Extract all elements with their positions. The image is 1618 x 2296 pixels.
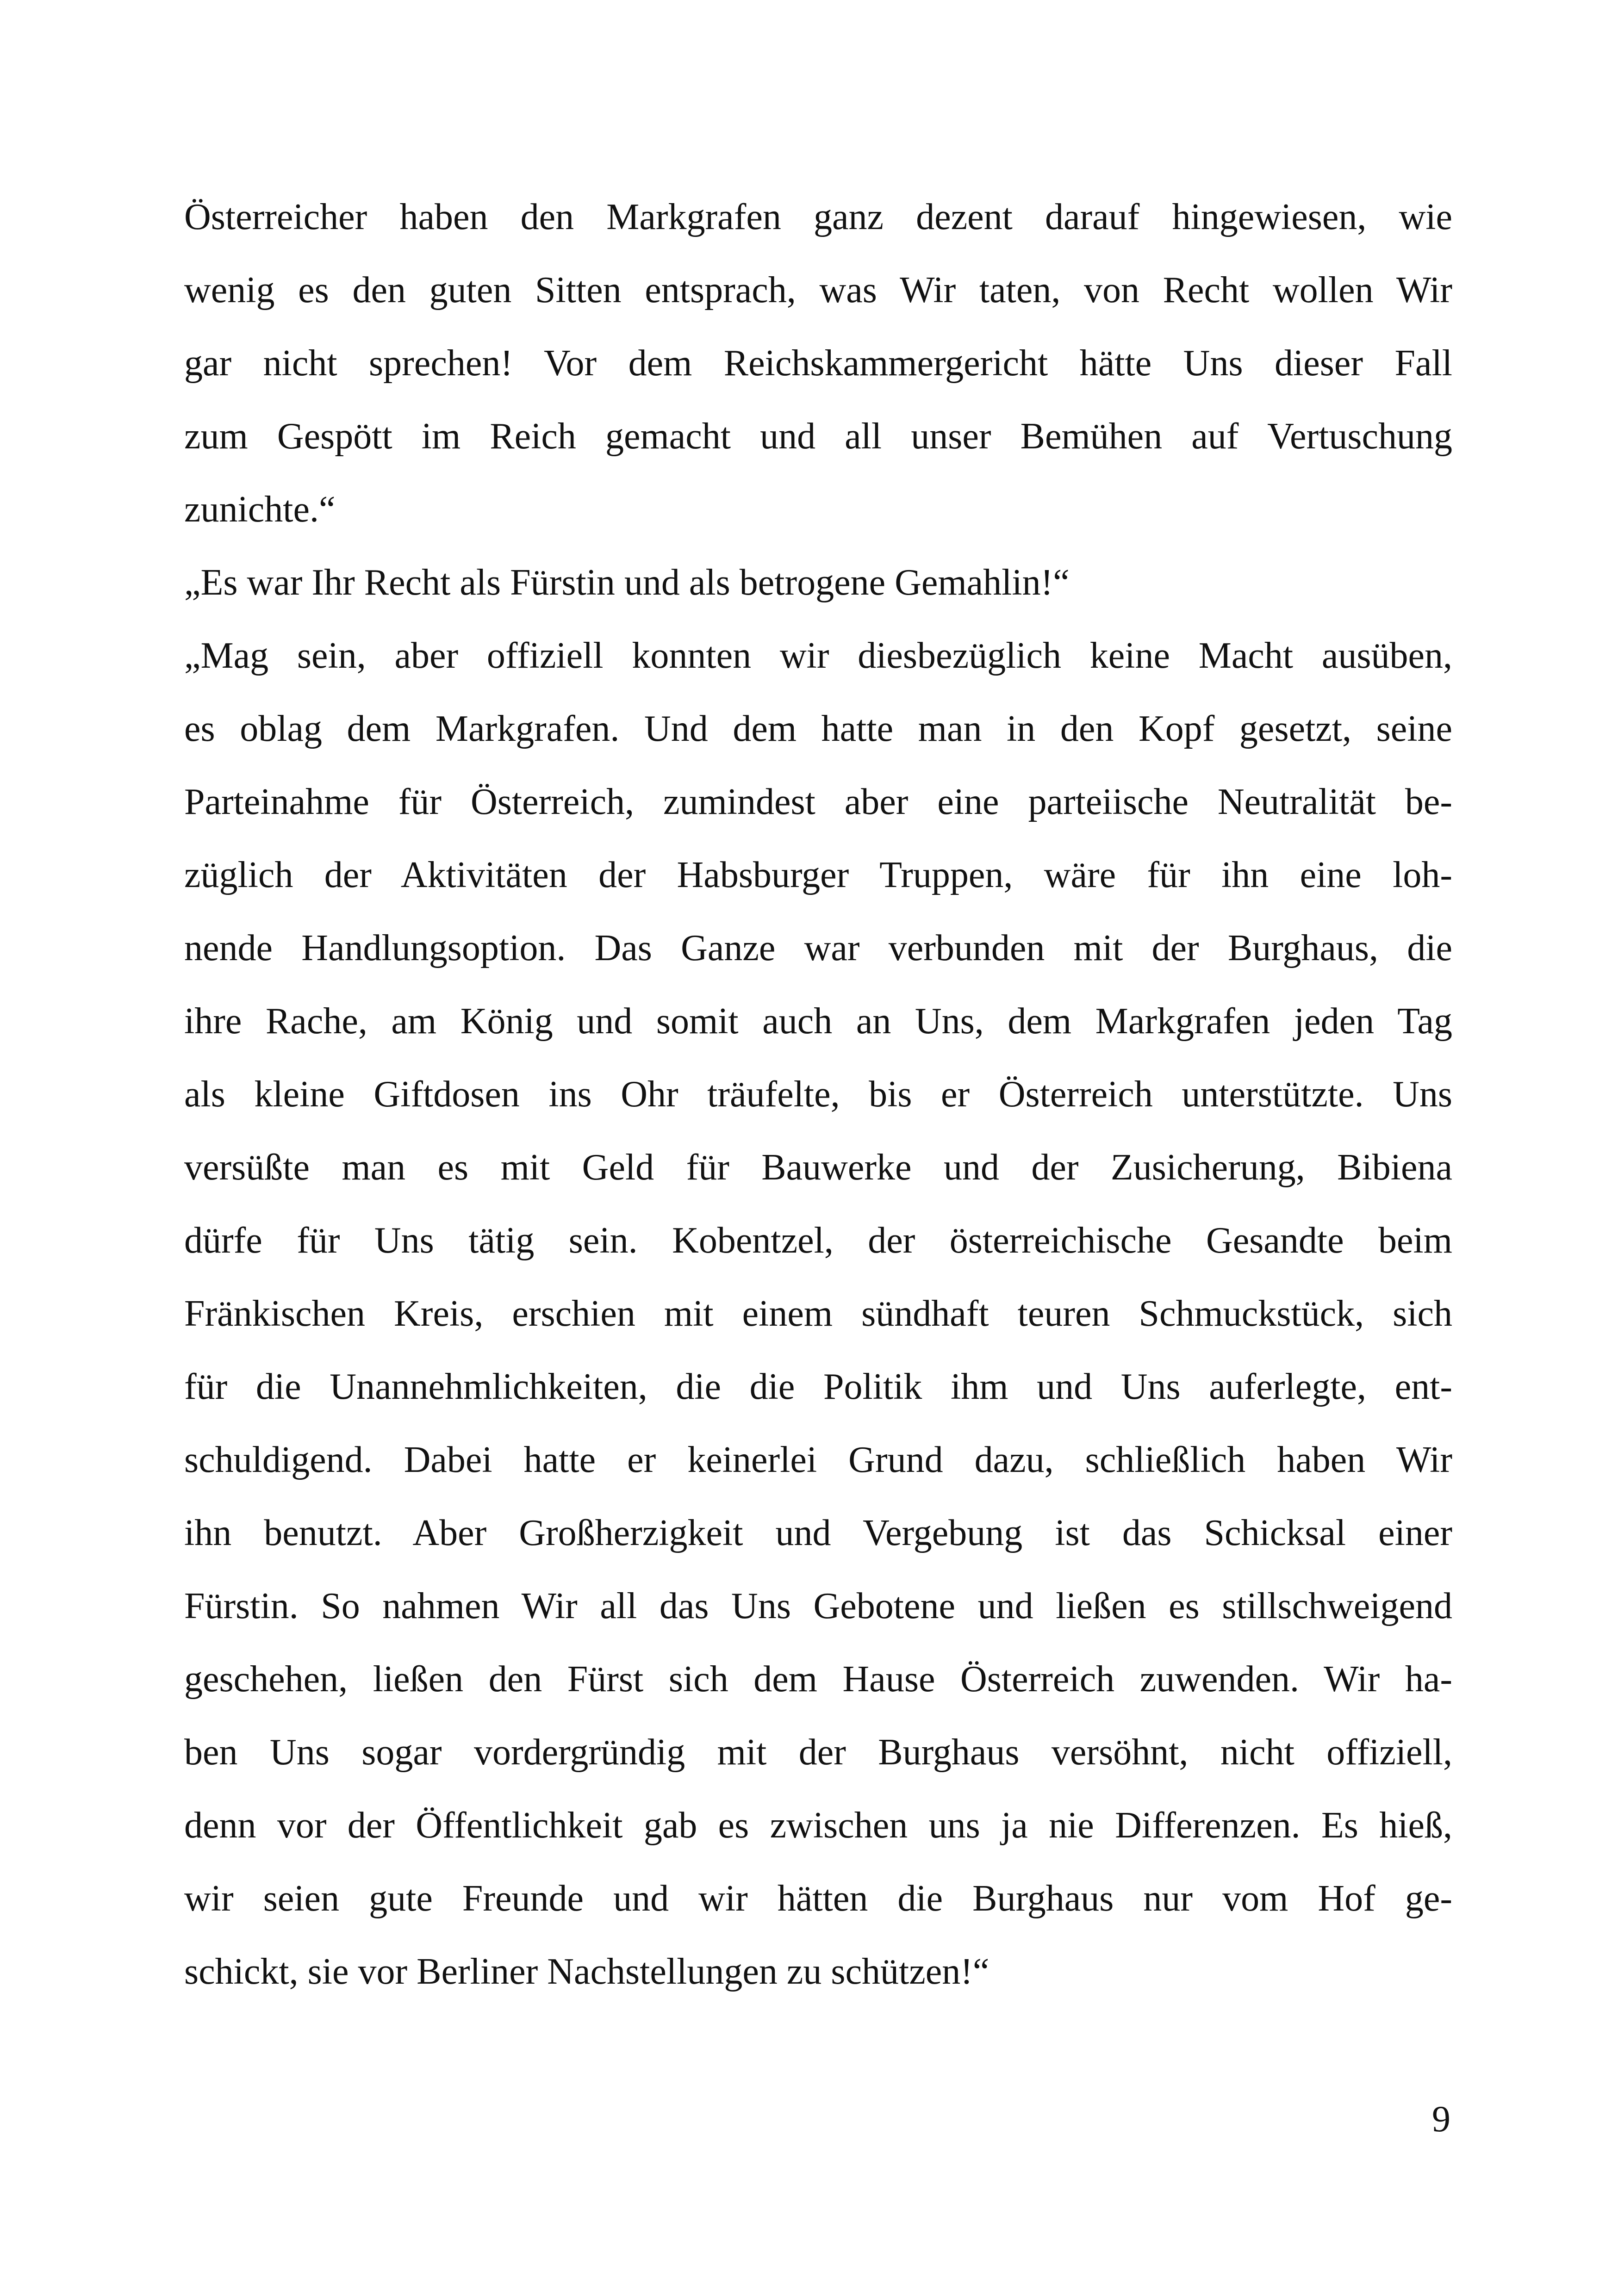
text-line: dürfe für Uns tätig sein. Kobentzel, der österreichische Gesandte beim: [184, 1220, 1452, 1261]
text-line: Fränkischen Kreis, erschien mit einem sündhaft teuren Schmuckstück, sich: [184, 1293, 1452, 1334]
text-line: ben Uns sogar vordergründig mit der Burghaus versöhnt, nicht offiziell,: [184, 1732, 1452, 1773]
text-line: versüßte man es mit Geld für Bauwerke und der Zusicherung, Bibiena: [184, 1147, 1452, 1188]
text-line: geschehen, ließen den Fürst sich dem Hause Österreich zuwenden. Wir ha-: [184, 1659, 1452, 1700]
text-line: zunichte.“: [184, 489, 336, 530]
text-line: denn vor der Öffentlichkeit gab es zwischen uns ja nie Differenzen. Es hieß,: [184, 1805, 1452, 1846]
text-line: nende Handlungsoption. Das Ganze war verbunden mit der Burghaus, die: [184, 928, 1452, 968]
text-line: schuldigend. Dabei hatte er keinerlei Grund dazu, schließlich haben Wir: [184, 1440, 1452, 1480]
text-line: Österreicher haben den Markgrafen ganz dezent darauf hingewiesen, wie: [184, 197, 1452, 237]
text-line: „Mag sein, aber offiziell konnten wir diesbezüglich keine Macht ausüben,: [184, 635, 1452, 676]
text-line: Fürstin. So nahmen Wir all das Uns Gebotene und ließen es stillschweigend: [184, 1586, 1452, 1626]
text-line: wir seien gute Freunde und wir hätten die Burghaus nur vom Hof ge-: [184, 1878, 1452, 1919]
text-line: ihre Rache, am König und somit auch an Uns, dem Markgrafen jeden Tag: [184, 1001, 1452, 1042]
page-number: 9: [1432, 2099, 1450, 2140]
text-line: „Es war Ihr Recht als Fürstin und als betrogene Gemahlin!“: [184, 562, 1070, 603]
text-line: gar nicht sprechen! Vor dem Reichskammergericht hätte Uns dieser Fall: [184, 343, 1452, 384]
text-line: schickt, sie vor Berliner Nachstellungen zu schützen!“: [184, 1951, 989, 1992]
text-line: zum Gespött im Reich gemacht und all unser Bemühen auf Vertuschung: [184, 416, 1452, 457]
text-line: als kleine Giftdosen ins Ohr träufelte, bis er Österreich unterstützte. Uns: [184, 1074, 1452, 1115]
text-line: züglich der Aktivitäten der Habsburger Truppen, wäre für ihn eine loh-: [184, 855, 1452, 895]
text-line: für die Unannehmlichkeiten, die die Politik ihm und Uns auferlegte, ent-: [184, 1366, 1452, 1407]
text-line: ihn benutzt. Aber Großherzigkeit und Vergebung ist das Schicksal einer: [184, 1513, 1452, 1553]
body-text: [184, 180, 1452, 2008]
text-line: es oblag dem Markgrafen. Und dem hatte man in den Kopf gesetzt, seine: [184, 708, 1452, 749]
text-line: wenig es den guten Sitten entsprach, was Wir taten, von Recht wollen Wir: [184, 270, 1452, 310]
text-line: Parteinahme für Österreich, zumindest aber eine parteiische Neutralität be-: [184, 782, 1452, 822]
